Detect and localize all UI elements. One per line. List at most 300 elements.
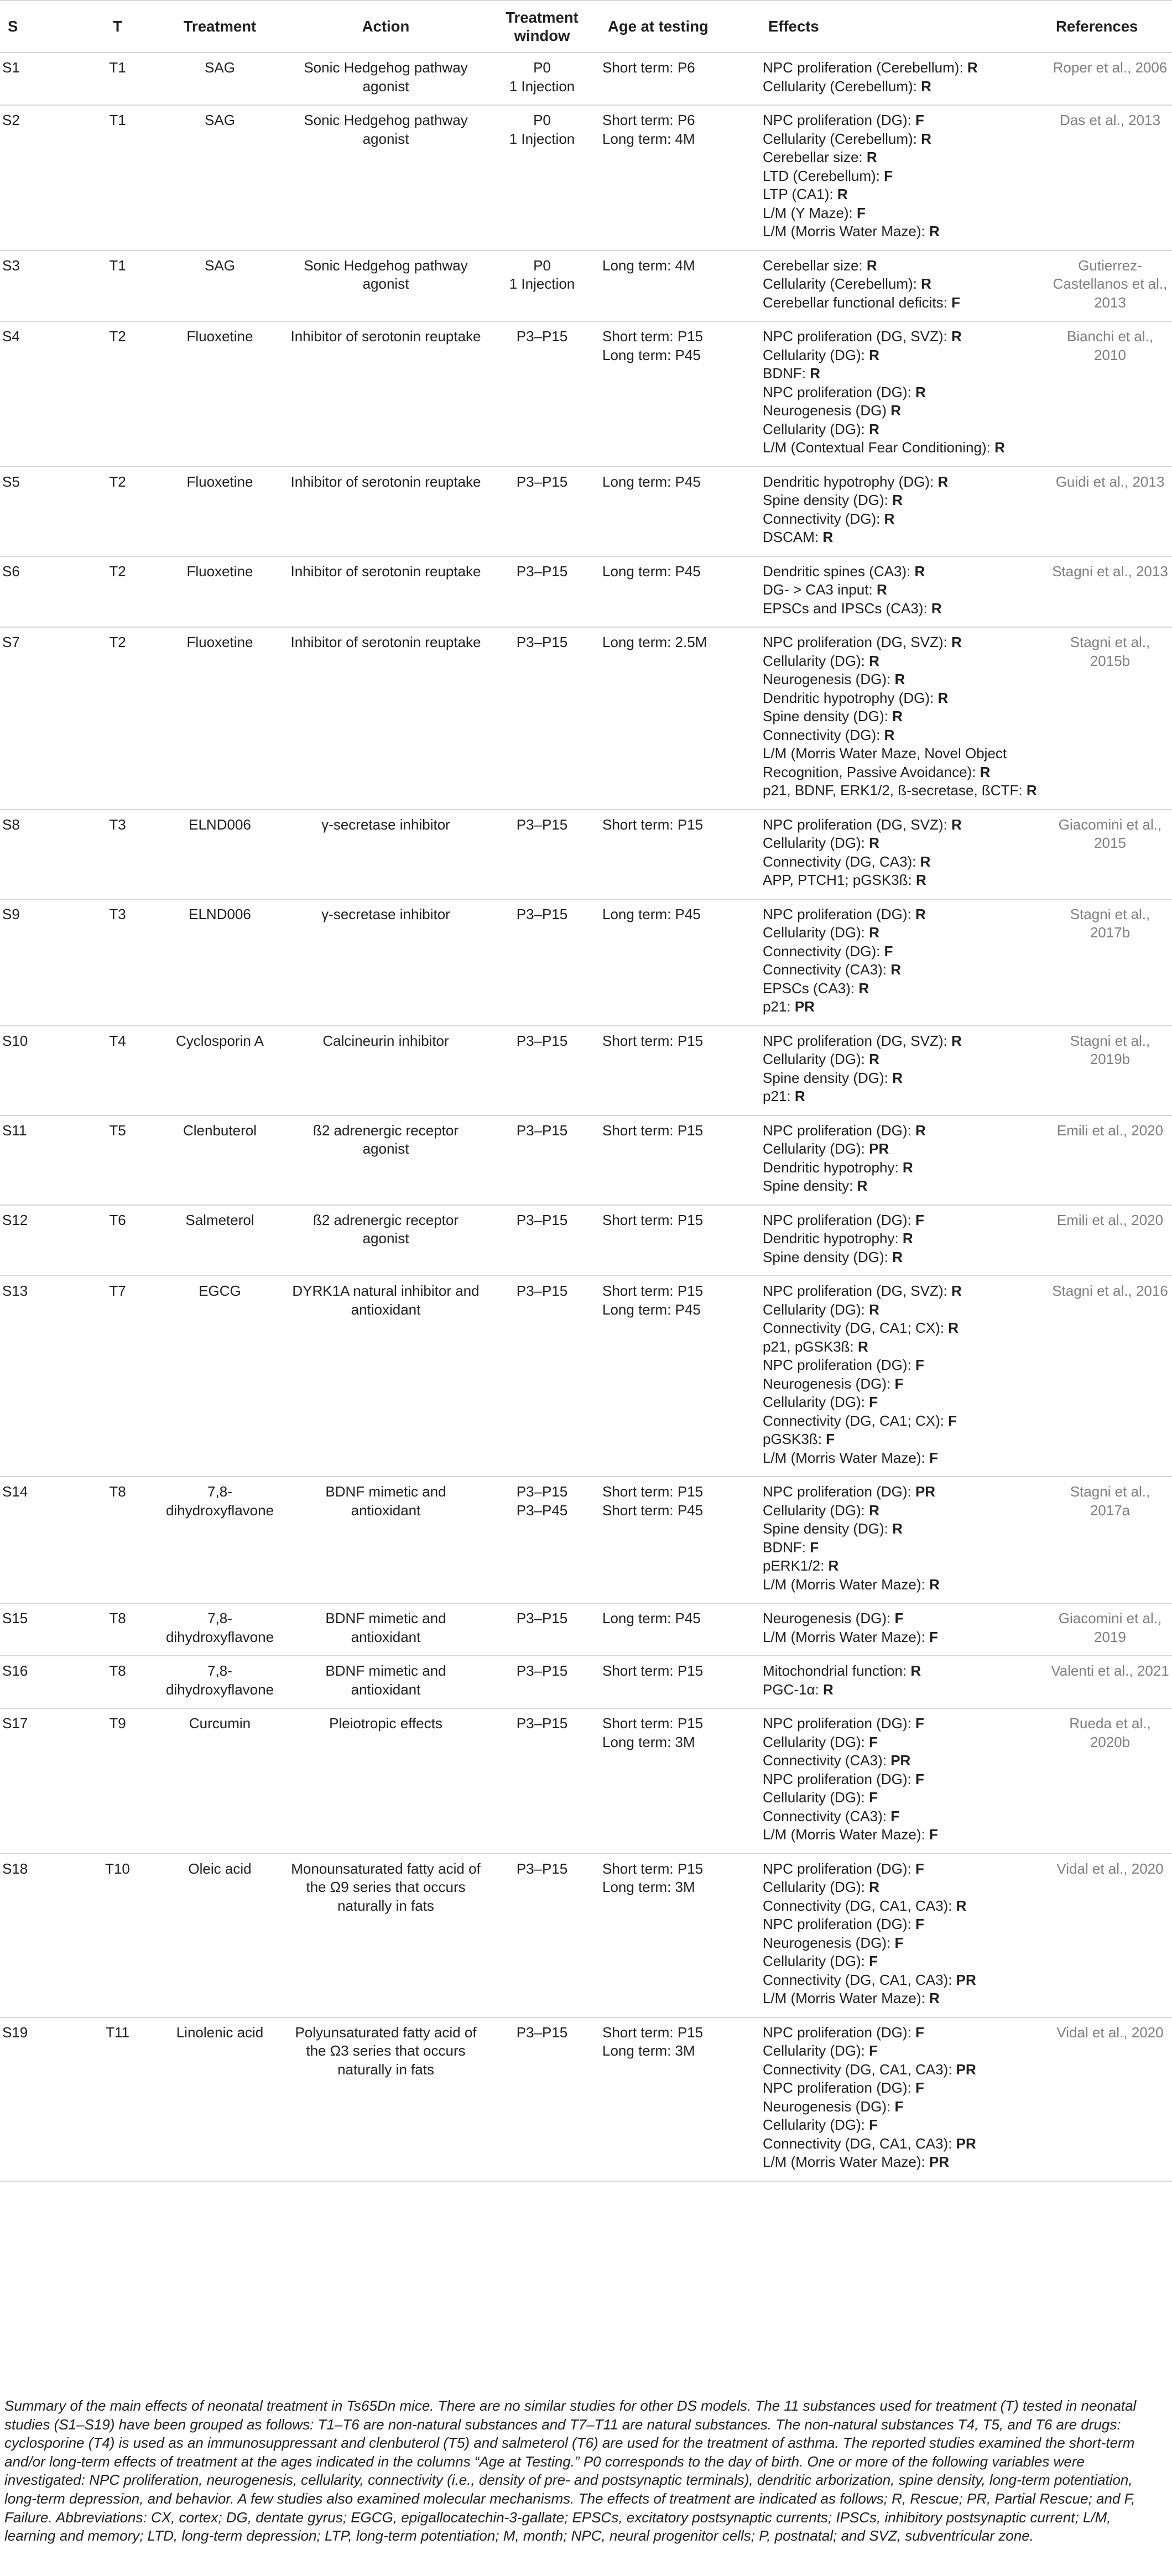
effect-outcome: F — [894, 2098, 904, 2115]
effect-text: NPC proliferation (DG): — [763, 1357, 911, 1373]
treatment-name: Fluoxetine — [186, 634, 253, 650]
table-row — [0, 53, 1172, 105]
effect-text: Cellularity (DG): — [763, 2116, 865, 2133]
table-row — [0, 2017, 1172, 2181]
effect-line — [763, 1356, 1046, 1375]
reference-cell — [1048, 1205, 1172, 1276]
effect-line — [763, 1628, 1046, 1647]
action-text: Sonic Hedgehog pathway agonist — [304, 59, 468, 95]
effect-outcome: R — [884, 726, 895, 743]
effect-outcome: R — [931, 599, 942, 617]
reference-text: Guidi et al., 2013 — [1055, 473, 1165, 490]
treatment-window-cell — [484, 899, 600, 1026]
effect-line — [763, 491, 1046, 510]
treatment-id-cell — [83, 556, 152, 628]
treatment-window-cell — [484, 251, 600, 322]
effects-cell — [761, 1854, 1048, 2017]
effect-outcome: R — [951, 634, 962, 650]
effect-outcome: PR — [915, 1483, 936, 1500]
table-row — [0, 251, 1172, 322]
effect-line — [763, 1897, 1046, 1916]
effect-outcome: R — [869, 420, 879, 437]
effect-line — [763, 185, 1046, 204]
window-line: P3–P15 — [516, 1483, 568, 1500]
action-cell — [288, 105, 484, 251]
action-text: BDNF mimetic and antioxidant — [325, 1610, 446, 1645]
effects-cell — [761, 1205, 1048, 1276]
treatment-cell — [152, 1603, 288, 1656]
age-line: Long term: 4M — [602, 257, 695, 274]
effect-outcome: R — [828, 1557, 839, 1574]
effect-line — [763, 257, 1046, 275]
effect-line — [763, 581, 1046, 599]
treatment-window-cell — [484, 1276, 600, 1477]
treatment-cell — [152, 2017, 288, 2181]
effect-outcome: F — [869, 1953, 878, 1969]
study-id-cell — [0, 251, 83, 322]
treatment-id: T1 — [109, 59, 126, 76]
age-line: Short term: P15 — [602, 1211, 704, 1228]
age-line: Short term: P15 — [602, 1032, 704, 1049]
effect-outcome: PR — [869, 1140, 889, 1157]
treatment-id-cell — [83, 1205, 152, 1276]
study-id-cell — [0, 2017, 83, 2181]
effect-text: Mitochondrial function: — [763, 1662, 907, 1679]
effect-outcome: F — [915, 1357, 924, 1373]
effect-text: L/M (Morris Water Maze, Novel Object Recognition, Passive Avoidance): — [763, 745, 1007, 780]
effects-cell — [761, 105, 1048, 251]
effects-cell — [761, 1603, 1048, 1656]
effect-outcome: R — [869, 1051, 879, 1067]
table-row — [0, 321, 1172, 467]
effect-outcome: R — [866, 149, 877, 165]
treatment-name: Linolenic acid — [176, 2024, 264, 2041]
effect-line — [763, 2061, 1046, 2079]
treatment-name: Fluoxetine — [186, 473, 253, 490]
effect-line — [763, 670, 1046, 689]
effect-line — [763, 1122, 1046, 1140]
effect-outcome: F — [810, 1539, 819, 1556]
age-line: Short term: P15 — [602, 2024, 704, 2041]
reference-cell — [1048, 899, 1172, 1026]
treatment-cell — [152, 1026, 288, 1115]
age-line: Short term: P15 — [602, 1715, 704, 1732]
effect-line — [763, 942, 1046, 961]
study-id: S6 — [2, 562, 20, 580]
header-treatment-window — [484, 1, 600, 53]
effect-text: Neurogenesis (DG): — [763, 1934, 891, 1951]
effect-text: NPC proliferation (DG, SVZ): — [763, 1032, 947, 1049]
age-line: Short term: P15 — [602, 1122, 704, 1139]
effects-cell — [761, 1708, 1048, 1854]
effect-text: L/M (Contextual Fear Conditioning): — [763, 439, 991, 456]
action-cell — [288, 467, 484, 556]
treatment-id-cell — [83, 321, 152, 467]
effect-line — [763, 744, 1046, 781]
effect-line — [763, 1751, 1046, 1770]
treatment-cell — [152, 1708, 288, 1854]
effect-outcome: R — [869, 652, 879, 669]
effect-outcome: R — [892, 1520, 903, 1537]
effect-line — [763, 1282, 1046, 1301]
treatment-window-cell — [484, 1603, 600, 1656]
effect-line — [763, 1412, 1046, 1431]
effect-text: Connectivity (DG, CA3): — [763, 853, 916, 870]
age-at-testing-cell — [600, 467, 761, 556]
treatment-name: Clenbuterol — [183, 1122, 257, 1139]
effect-text: NPC proliferation (DG): — [763, 1916, 911, 1932]
effect-line — [763, 1140, 1046, 1159]
effect-outcome: R — [915, 872, 926, 888]
effect-text: Cerebellar functional deficits: — [763, 294, 947, 311]
window-line: P0 — [533, 257, 551, 274]
effect-text: Neurogenesis (DG): — [763, 2098, 891, 2115]
action-cell — [288, 899, 484, 1026]
effect-line — [763, 1539, 1046, 1557]
effect-text: Cellularity (DG): — [763, 1051, 865, 1067]
action-cell — [288, 1656, 484, 1708]
treatment-id-cell — [83, 627, 152, 810]
effect-line — [763, 2079, 1046, 2098]
age-at-testing-cell — [600, 1205, 761, 1276]
effect-text: Cellularity (DG): — [763, 1301, 865, 1318]
effect-text: APP, PTCH1; pGSK3ß: — [763, 872, 912, 888]
effect-text: Cellularity (Cerebellum): — [763, 130, 917, 147]
action-cell — [288, 810, 484, 899]
treatment-id: T2 — [109, 634, 126, 650]
effect-text: NPC proliferation (DG): — [763, 1122, 911, 1139]
effect-line — [763, 1069, 1046, 1088]
reference-text: Emili et al., 2020 — [1056, 1211, 1164, 1228]
effect-text: Connectivity (CA3): — [763, 961, 887, 978]
age-at-testing-cell — [600, 53, 761, 105]
effect-outcome: R — [902, 1230, 913, 1247]
effect-line — [763, 1733, 1046, 1752]
effects-cell — [761, 251, 1048, 322]
action-text: Inhibitor of serotonin reuptake — [290, 634, 481, 650]
effect-outcome: R — [956, 1897, 967, 1914]
effect-outcome: R — [858, 1338, 868, 1355]
effect-outcome: F — [869, 2042, 878, 2059]
effects-cell — [761, 1477, 1048, 1603]
effect-line — [763, 510, 1046, 529]
action-cell — [288, 2017, 484, 2181]
reference-text: Stagni et al., 2016 — [1052, 1282, 1168, 1299]
study-id: S16 — [2, 1662, 28, 1679]
treatment-id-cell — [83, 1477, 152, 1603]
study-id: S2 — [2, 112, 20, 128]
study-id: S8 — [2, 816, 20, 833]
effect-outcome: R — [951, 816, 962, 833]
table-row — [0, 467, 1172, 556]
reference-cell — [1048, 1115, 1172, 1205]
reference-text: Stagni et al., 2013 — [1052, 562, 1168, 580]
effect-line — [763, 420, 1046, 439]
effect-text: Neurogenesis (DG) — [763, 402, 887, 419]
reference-text: Stagni et al., 2019b — [1070, 1032, 1150, 1067]
effect-outcome: F — [869, 1733, 878, 1750]
table-row — [0, 1115, 1172, 1205]
reference-text: Emili et al., 2020 — [1056, 1122, 1164, 1139]
effect-text: Cellularity (DG): — [763, 924, 865, 941]
window-line: P3–P15 — [516, 1860, 568, 1877]
reference-text: Das et al., 2013 — [1059, 112, 1161, 128]
effect-text: Cellularity (DG): — [763, 1879, 865, 1895]
treatment-id-cell — [83, 2017, 152, 2181]
reference-cell — [1048, 467, 1172, 556]
study-id: S7 — [2, 634, 20, 650]
treatment-name: EGCG — [199, 1282, 241, 1299]
window-line: P3–P15 — [516, 905, 568, 922]
effect-text: Cellularity (DG): — [763, 1789, 865, 1806]
age-at-testing-cell — [600, 899, 761, 1026]
age-line: Long term: P45 — [602, 1610, 701, 1626]
effect-outcome: R — [890, 402, 901, 419]
age-at-testing-cell — [600, 1477, 761, 1603]
effect-text: LTP (CA1): — [763, 186, 834, 202]
treatment-id: T3 — [109, 905, 126, 922]
treatment-name: SAG — [205, 257, 235, 274]
effect-line — [763, 294, 1046, 312]
effect-outcome: PR — [956, 2061, 976, 2078]
effect-line — [763, 1714, 1046, 1733]
window-line: P3–P15 — [516, 1282, 568, 1299]
effect-text: NPC proliferation (DG): — [763, 1483, 911, 1500]
action-cell — [288, 1854, 484, 2017]
effect-line — [763, 1501, 1046, 1520]
header-age: Age at testing — [600, 1, 761, 53]
effect-line — [763, 111, 1046, 130]
age-line: Long term: 3M — [602, 1879, 695, 1895]
effect-text: Cellularity (DG): — [763, 1953, 865, 1969]
action-text: BDNF mimetic and antioxidant — [325, 1483, 446, 1519]
effect-text: pERK1/2: — [763, 1557, 825, 1574]
table-row — [0, 1656, 1172, 1708]
reference-text: Stagni et al., 2015b — [1070, 634, 1150, 669]
effect-line — [763, 652, 1046, 671]
age-at-testing-cell — [600, 321, 761, 467]
action-cell — [288, 1276, 484, 1477]
header-treatment: Treatment — [152, 1, 288, 53]
effect-outcome: R — [915, 1122, 926, 1139]
action-cell — [288, 556, 484, 628]
effect-text: NPC proliferation (DG, SVZ): — [763, 634, 947, 650]
effect-text: Cerebellar size: — [763, 149, 863, 165]
table-row — [0, 1026, 1172, 1115]
treatment-cell — [152, 251, 288, 322]
table-row — [0, 105, 1172, 251]
effect-line — [763, 1159, 1046, 1177]
effect-line — [763, 1050, 1046, 1069]
table-row — [0, 899, 1172, 1026]
effect-text: NPC proliferation (DG, SVZ): — [763, 328, 947, 345]
header-t: T — [83, 1, 152, 53]
window-line: P3–P15 — [516, 1211, 568, 1228]
effect-line — [763, 905, 1046, 924]
age-at-testing-cell — [600, 2017, 761, 2181]
treatment-id: T2 — [109, 328, 126, 345]
effect-line — [763, 1576, 1046, 1594]
effects-cell — [761, 467, 1048, 556]
effect-text: Spine density (DG): — [763, 1069, 888, 1086]
study-id: S14 — [2, 1483, 28, 1500]
reference-text: Valenti et al., 2021 — [1051, 1662, 1169, 1679]
effect-text: pGSK3ß: — [763, 1431, 822, 1447]
effect-text: Cerebellar size: — [763, 257, 863, 274]
effect-line — [763, 1934, 1046, 1953]
action-cell — [288, 1026, 484, 1115]
action-text: Pleiotropic effects — [329, 1715, 442, 1732]
effect-line — [763, 816, 1046, 835]
effect-line — [763, 1319, 1046, 1338]
treatment-id: T1 — [109, 257, 126, 274]
effect-line — [763, 222, 1046, 241]
action-cell — [288, 53, 484, 105]
effect-text: NPC proliferation (DG): — [763, 1715, 911, 1732]
effect-text: Connectivity (DG, CA1, CA3): — [763, 2135, 952, 2152]
header-action: Action — [288, 1, 484, 53]
effect-text: Cellularity (DG): — [763, 652, 865, 669]
action-cell — [288, 1603, 484, 1656]
treatment-window-cell — [484, 2017, 600, 2181]
effect-text: LTD (Cerebellum): — [763, 167, 880, 184]
effect-outcome: R — [929, 1990, 940, 2006]
effect-outcome: R — [994, 439, 1005, 456]
age-line: Long term: P45 — [602, 473, 701, 490]
effect-line — [763, 1557, 1046, 1576]
effect-outcome: F — [894, 1610, 904, 1626]
study-id: S4 — [2, 328, 20, 345]
table-caption: Summary of the main effects of neonatal treatment in Ts65Dn mice. There are no similar studies for other DS models. The 11 substances used for treatment (T) tested in neonatal studies (S1–S19) have been grouped as follows: T1–T6 are non-natural substances and T7–T11 are natural substances. The non-natural substances T4, T5, and T6 are drugs: cyclosporine (T4) is used as an immunosuppressant and clenbuterol (T5) and salmeterol (T6) are used for the treatment of asthma. The reported studies examined the short-term and/or long-term effects of treatment at the ages indicated in the columns “Age at Testing.” P0 corresponds to the day of birth. One or more of the following variables were investigated: NPC proliferation, neurogenesis, cellularity, connectivity (i.e., density of pre- and postsynaptic terminals), dendritic arborization, spine density, long-term potentiation, long-term depression, and behavior. A few studies also examined molecular mechanisms. The effects of treatment are indicated as follows; R, Rescue; PR, Partial Rescue; and F, Failure. Abbreviations: CX, cortex; DG, dentate gyrus; EGCG, epigallocatechin-3-gallate; EPSCs, excitatory postsynaptic currents; IPSCs, inhibitory postsynaptic current; L/M, learning and memory; LTD, long-term depression; LTP, long-term potentiation; M, month; NPC, neural progenitor cells; P, postnatal; and SVZ, subventricular zone. — [4, 2397, 1137, 2544]
effect-outcome: F — [890, 1807, 900, 1824]
effect-line — [763, 364, 1046, 383]
effect-line — [763, 633, 1046, 652]
treatment-name: SAG — [205, 112, 235, 128]
window-line: 1 Injection — [509, 77, 575, 95]
window-line: P0 — [533, 59, 551, 76]
reference-text: Vidal et al., 2020 — [1056, 2024, 1164, 2041]
effect-outcome: F — [929, 1449, 938, 1466]
treatment-window-cell — [484, 105, 600, 251]
study-id-cell — [0, 556, 83, 628]
treatment-window-cell — [484, 1708, 600, 1854]
treatment-name: Fluoxetine — [186, 328, 253, 345]
treatment-id-cell — [83, 1026, 152, 1115]
age-line: Short term: P15 — [602, 816, 704, 833]
effect-line — [763, 1375, 1046, 1394]
effect-text: NPC proliferation (DG): — [763, 2024, 911, 2041]
reference-cell — [1048, 53, 1172, 105]
effects-cell — [761, 1115, 1048, 1205]
effect-outcome: F — [915, 1916, 924, 1932]
treatment-cell — [152, 899, 288, 1026]
study-id-cell — [0, 1205, 83, 1276]
effect-outcome: F — [894, 1934, 904, 1951]
effect-text: Connectivity (DG): — [763, 726, 881, 743]
effect-line — [763, 528, 1046, 547]
study-id-cell — [0, 321, 83, 467]
effect-outcome: R — [902, 1159, 913, 1176]
treatment-name: 7,8-dihydroxyflavone — [165, 1610, 274, 1645]
effect-outcome: R — [869, 1879, 879, 1895]
action-text: Inhibitor of serotonin reuptake — [290, 473, 481, 490]
effect-line — [763, 853, 1046, 872]
effect-text: Connectivity (DG, CA1, CA3): — [763, 1971, 952, 1988]
effect-outcome: R — [869, 346, 879, 363]
effect-line — [763, 1878, 1046, 1897]
effect-line — [763, 1177, 1046, 1196]
effect-outcome: R — [951, 1282, 962, 1299]
effect-text: Connectivity (DG, CA1, CA3): — [763, 1897, 952, 1914]
effect-text: Spine density (DG): — [763, 492, 888, 508]
reference-cell — [1048, 321, 1172, 467]
treatment-cell — [152, 1205, 288, 1276]
age-line: Short term: P15 — [602, 1662, 704, 1679]
effect-line — [763, 726, 1046, 745]
action-text: ß2 adrenergic receptor agonist — [312, 1211, 459, 1247]
effect-text: Connectivity (DG, CA1; CX): — [763, 1412, 944, 1429]
effect-outcome: F — [884, 942, 893, 960]
effect-text: Cellularity (DG): — [763, 2042, 865, 2059]
effect-text: Connectivity (CA3): — [763, 1752, 887, 1769]
study-id: S3 — [2, 257, 20, 274]
reference-cell — [1048, 1656, 1172, 1708]
effect-outcome: R — [1026, 782, 1037, 799]
effect-outcome: F — [915, 1770, 924, 1787]
treatment-window-cell — [484, 556, 600, 628]
effect-outcome: R — [858, 979, 869, 997]
effect-text: p21, BDNF, ERK1/2, ß-secretase, ßCTF: — [763, 782, 1023, 799]
action-text: γ-secretase inhibitor — [321, 816, 450, 833]
effect-outcome: F — [869, 1394, 878, 1410]
treatment-name: 7,8-dihydroxyflavone — [165, 1662, 274, 1698]
window-line: P3–P15 — [516, 2024, 568, 2041]
study-id-cell — [0, 1276, 83, 1477]
treatment-window-cell — [484, 1656, 600, 1708]
reference-text: Stagni et al., 2017b — [1070, 905, 1150, 941]
age-at-testing-cell — [600, 1854, 761, 2017]
effects-cell — [761, 321, 1048, 467]
reference-cell — [1048, 556, 1172, 628]
effect-text: NPC proliferation (DG): — [763, 112, 911, 128]
effect-line — [763, 346, 1046, 365]
table-row — [0, 1603, 1172, 1656]
effect-text: Dendritic hypotrophy: — [763, 1159, 899, 1176]
study-id-cell — [0, 627, 83, 810]
effect-outcome: F — [915, 1860, 924, 1877]
effect-outcome: R — [890, 961, 901, 978]
treatment-window-cell — [484, 810, 600, 899]
treatment-window-cell — [484, 1854, 600, 2017]
effect-outcome: F — [869, 1789, 878, 1806]
treatment-id: T11 — [106, 2024, 129, 2041]
effect-line — [763, 77, 1046, 96]
effect-text: Cellularity (Cerebellum): — [763, 77, 917, 95]
effect-text: Connectivity (DG, CA1; CX): — [763, 1320, 944, 1336]
effect-line — [763, 1430, 1046, 1449]
effect-line — [763, 1609, 1046, 1628]
effect-outcome: PR — [794, 998, 815, 1015]
effect-outcome: R — [866, 257, 877, 274]
effect-text: Neurogenesis (DG): — [763, 671, 891, 687]
table-row — [0, 556, 1172, 628]
effect-line — [763, 979, 1046, 998]
treatment-cell — [152, 556, 288, 628]
study-id: S9 — [2, 905, 20, 922]
effect-text: Cellularity (DG): — [763, 1501, 865, 1519]
effect-line — [763, 1971, 1046, 1990]
effect-outcome: R — [937, 473, 949, 490]
